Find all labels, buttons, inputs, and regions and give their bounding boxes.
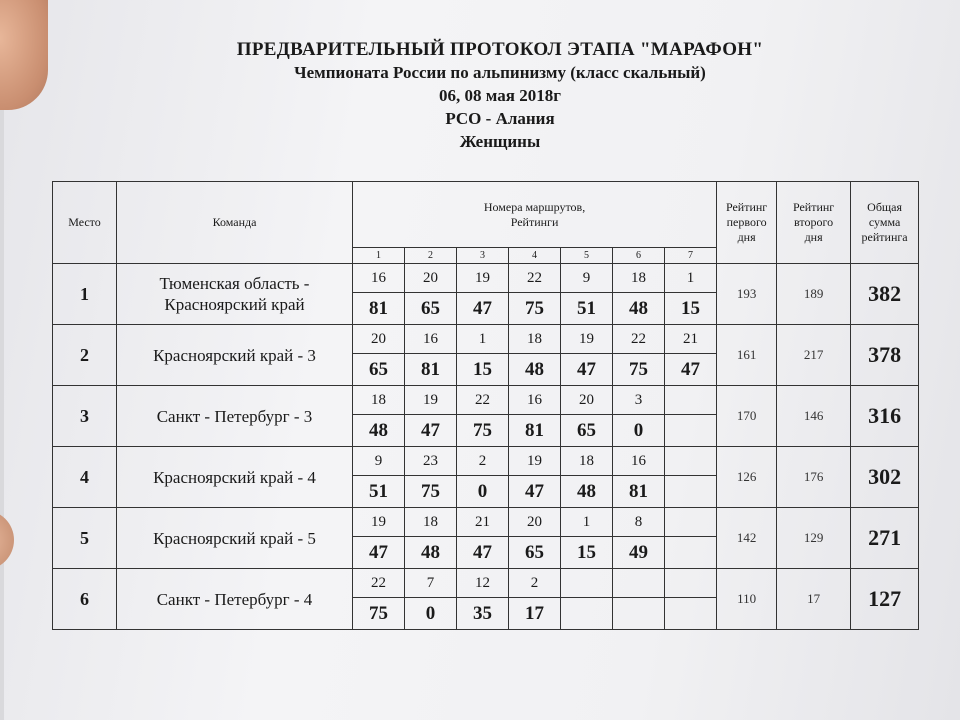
route-number-cell: 18 (509, 325, 561, 354)
route-rating-cell: 48 (509, 354, 561, 386)
document-category: Женщины (459, 132, 541, 151)
day1-rating-cell: 193 (717, 264, 777, 325)
team-cell (117, 264, 353, 325)
team-name-line1: Красноярский край - 5 (153, 528, 316, 548)
total-rating-cell: 271 (851, 508, 919, 569)
route-rating-cell: 65 (561, 415, 613, 447)
route-rating-cell: 81 (509, 415, 561, 447)
route-rating-cell: 47 (353, 537, 405, 569)
route-number-cell: 7 (405, 569, 457, 598)
route-number-cell: 19 (353, 508, 405, 537)
route-rating-cell: 48 (561, 476, 613, 508)
route-number-cell: 1 (561, 508, 613, 537)
route-number-cell (665, 447, 717, 476)
route-number-cell (613, 569, 665, 598)
document-title: ПРЕДВАРИТЕЛЬНЫЙ ПРОТОКОЛ ЭТАПА "МАРАФОН" (236, 39, 764, 60)
route-number-cell: 2 (457, 447, 509, 476)
col-header-routes-line1: Номера маршрутов, (483, 199, 586, 214)
route-rating-cell: 81 (353, 293, 405, 325)
team-cell (117, 447, 353, 508)
route-number-cell: 20 (353, 325, 405, 354)
route-rating-cell: 75 (509, 293, 561, 325)
day1-rating-cell: 110 (717, 569, 777, 630)
route-rating-cell: 15 (457, 354, 509, 386)
table-row (53, 325, 919, 354)
route-number-header: 1 (353, 248, 405, 264)
place-cell: 1 (53, 264, 117, 325)
route-number-cell: 12 (457, 569, 509, 598)
day2-rating-cell: 176 (777, 447, 851, 508)
route-number-cell: 18 (561, 447, 613, 476)
document-dates: 06, 08 мая 2018г (439, 86, 561, 105)
route-number-cell: 19 (457, 264, 509, 293)
route-rating-cell: 81 (613, 476, 665, 508)
route-rating-cell: 49 (613, 537, 665, 569)
route-rating-cell: 75 (405, 476, 457, 508)
route-number-header: 6 (613, 248, 665, 264)
route-number-cell: 20 (509, 508, 561, 537)
col-header-day1: Рейтинг первого дня (717, 182, 777, 264)
route-rating-cell: 51 (353, 476, 405, 508)
route-number-cell: 18 (353, 386, 405, 415)
route-rating-cell: 47 (561, 354, 613, 386)
route-rating-cell: 75 (613, 354, 665, 386)
route-rating-cell: 0 (613, 415, 665, 447)
results-table (52, 181, 919, 630)
col-header-place: Место (53, 182, 117, 264)
route-rating-cell: 47 (405, 415, 457, 447)
team-name-line1: Тюменская область - (159, 274, 310, 293)
route-number-cell: 23 (405, 447, 457, 476)
team-name-line2: Красноярский край (164, 295, 305, 314)
team-cell (117, 508, 353, 569)
route-number-cell: 2 (509, 569, 561, 598)
team-name-line1: Санкт - Петербург - 4 (156, 589, 313, 609)
place-cell: 5 (53, 508, 117, 569)
route-rating-cell: 35 (457, 598, 509, 630)
route-rating-cell: 65 (405, 293, 457, 325)
route-number-header: 7 (665, 248, 717, 264)
route-number-header: 2 (405, 248, 457, 264)
place-cell: 4 (53, 447, 117, 508)
route-rating-cell: 51 (561, 293, 613, 325)
route-number-cell: 16 (353, 264, 405, 293)
route-rating-cell: 47 (457, 537, 509, 569)
route-rating-cell: 48 (613, 293, 665, 325)
team-cell (117, 325, 353, 386)
table-row (53, 569, 919, 598)
route-number-cell: 18 (405, 508, 457, 537)
day2-rating-cell: 129 (777, 508, 851, 569)
route-rating-cell: 75 (353, 598, 405, 630)
route-number-cell: 19 (509, 447, 561, 476)
route-number-cell: 16 (613, 447, 665, 476)
route-number-cell: 3 (613, 386, 665, 415)
day2-rating-cell: 146 (777, 386, 851, 447)
day2-rating-cell: 189 (777, 264, 851, 325)
route-number-cell (561, 569, 613, 598)
route-rating-cell: 48 (405, 537, 457, 569)
document-location: РСО - Алания (445, 109, 555, 128)
route-rating-cell (665, 598, 717, 630)
team-name-line1: Санкт - Петербург - 3 (156, 406, 313, 426)
col-header-total: Общая сумма рейтинга (851, 182, 919, 264)
route-rating-cell: 0 (405, 598, 457, 630)
route-rating-cell: 65 (353, 354, 405, 386)
day2-rating-cell: 17 (777, 569, 851, 630)
route-number-cell: 16 (405, 325, 457, 354)
table-row (53, 386, 919, 415)
col-header-routes-line2: Рейтинги (510, 214, 559, 229)
route-number-cell: 21 (457, 508, 509, 537)
route-rating-cell: 48 (353, 415, 405, 447)
route-number-cell: 22 (613, 325, 665, 354)
route-rating-cell (665, 537, 717, 569)
route-rating-cell (613, 598, 665, 630)
day2-rating-cell: 217 (777, 325, 851, 386)
route-rating-cell: 47 (457, 293, 509, 325)
route-rating-cell: 75 (457, 415, 509, 447)
day1-rating-cell: 170 (717, 386, 777, 447)
route-number-cell: 22 (353, 569, 405, 598)
route-number-cell: 20 (561, 386, 613, 415)
place-cell: 2 (53, 325, 117, 386)
route-rating-cell (561, 598, 613, 630)
route-rating-cell: 47 (509, 476, 561, 508)
route-number-cell: 22 (509, 264, 561, 293)
col-header-day2: Рейтинг второго дня (777, 182, 851, 264)
team-name-line1: Красноярский край - 4 (153, 467, 316, 487)
route-rating-cell: 65 (509, 537, 561, 569)
total-rating-cell: 316 (851, 386, 919, 447)
route-rating-cell: 17 (509, 598, 561, 630)
route-number-header: 4 (509, 248, 561, 264)
route-number-cell: 20 (405, 264, 457, 293)
route-rating-cell: 81 (405, 354, 457, 386)
team-cell (117, 386, 353, 447)
col-header-routes (353, 182, 717, 248)
total-rating-cell: 382 (851, 264, 919, 325)
route-number-cell: 9 (353, 447, 405, 476)
route-number-cell: 1 (457, 325, 509, 354)
route-number-cell: 19 (405, 386, 457, 415)
day1-rating-cell: 126 (717, 447, 777, 508)
table-row (53, 447, 919, 476)
route-number-cell: 9 (561, 264, 613, 293)
document-subtitle: Чемпионата России по альпинизму (класс скальный) (294, 63, 706, 82)
route-rating-cell (665, 476, 717, 508)
document-header (170, 38, 830, 153)
total-rating-cell: 378 (851, 325, 919, 386)
route-rating-cell: 47 (665, 354, 717, 386)
table-row (53, 264, 919, 293)
place-cell: 6 (53, 569, 117, 630)
route-number-cell: 1 (665, 264, 717, 293)
route-rating-cell: 15 (561, 537, 613, 569)
place-cell: 3 (53, 386, 117, 447)
team-cell (117, 569, 353, 630)
route-number-cell (665, 569, 717, 598)
team-name-line1: Красноярский край - 3 (153, 345, 316, 365)
route-number-cell: 19 (561, 325, 613, 354)
route-rating-cell: 15 (665, 293, 717, 325)
day1-rating-cell: 142 (717, 508, 777, 569)
route-number-cell: 18 (613, 264, 665, 293)
total-rating-cell: 127 (851, 569, 919, 630)
col-header-team: Команда (117, 182, 353, 264)
route-rating-cell: 0 (457, 476, 509, 508)
table-row (53, 508, 919, 537)
route-number-header: 5 (561, 248, 613, 264)
route-number-cell: 22 (457, 386, 509, 415)
route-number-cell: 8 (613, 508, 665, 537)
route-number-cell: 16 (509, 386, 561, 415)
day1-rating-cell: 161 (717, 325, 777, 386)
route-rating-cell (665, 415, 717, 447)
route-number-cell: 21 (665, 325, 717, 354)
route-number-header: 3 (457, 248, 509, 264)
total-rating-cell: 302 (851, 447, 919, 508)
route-number-cell (665, 508, 717, 537)
route-number-cell (665, 386, 717, 415)
